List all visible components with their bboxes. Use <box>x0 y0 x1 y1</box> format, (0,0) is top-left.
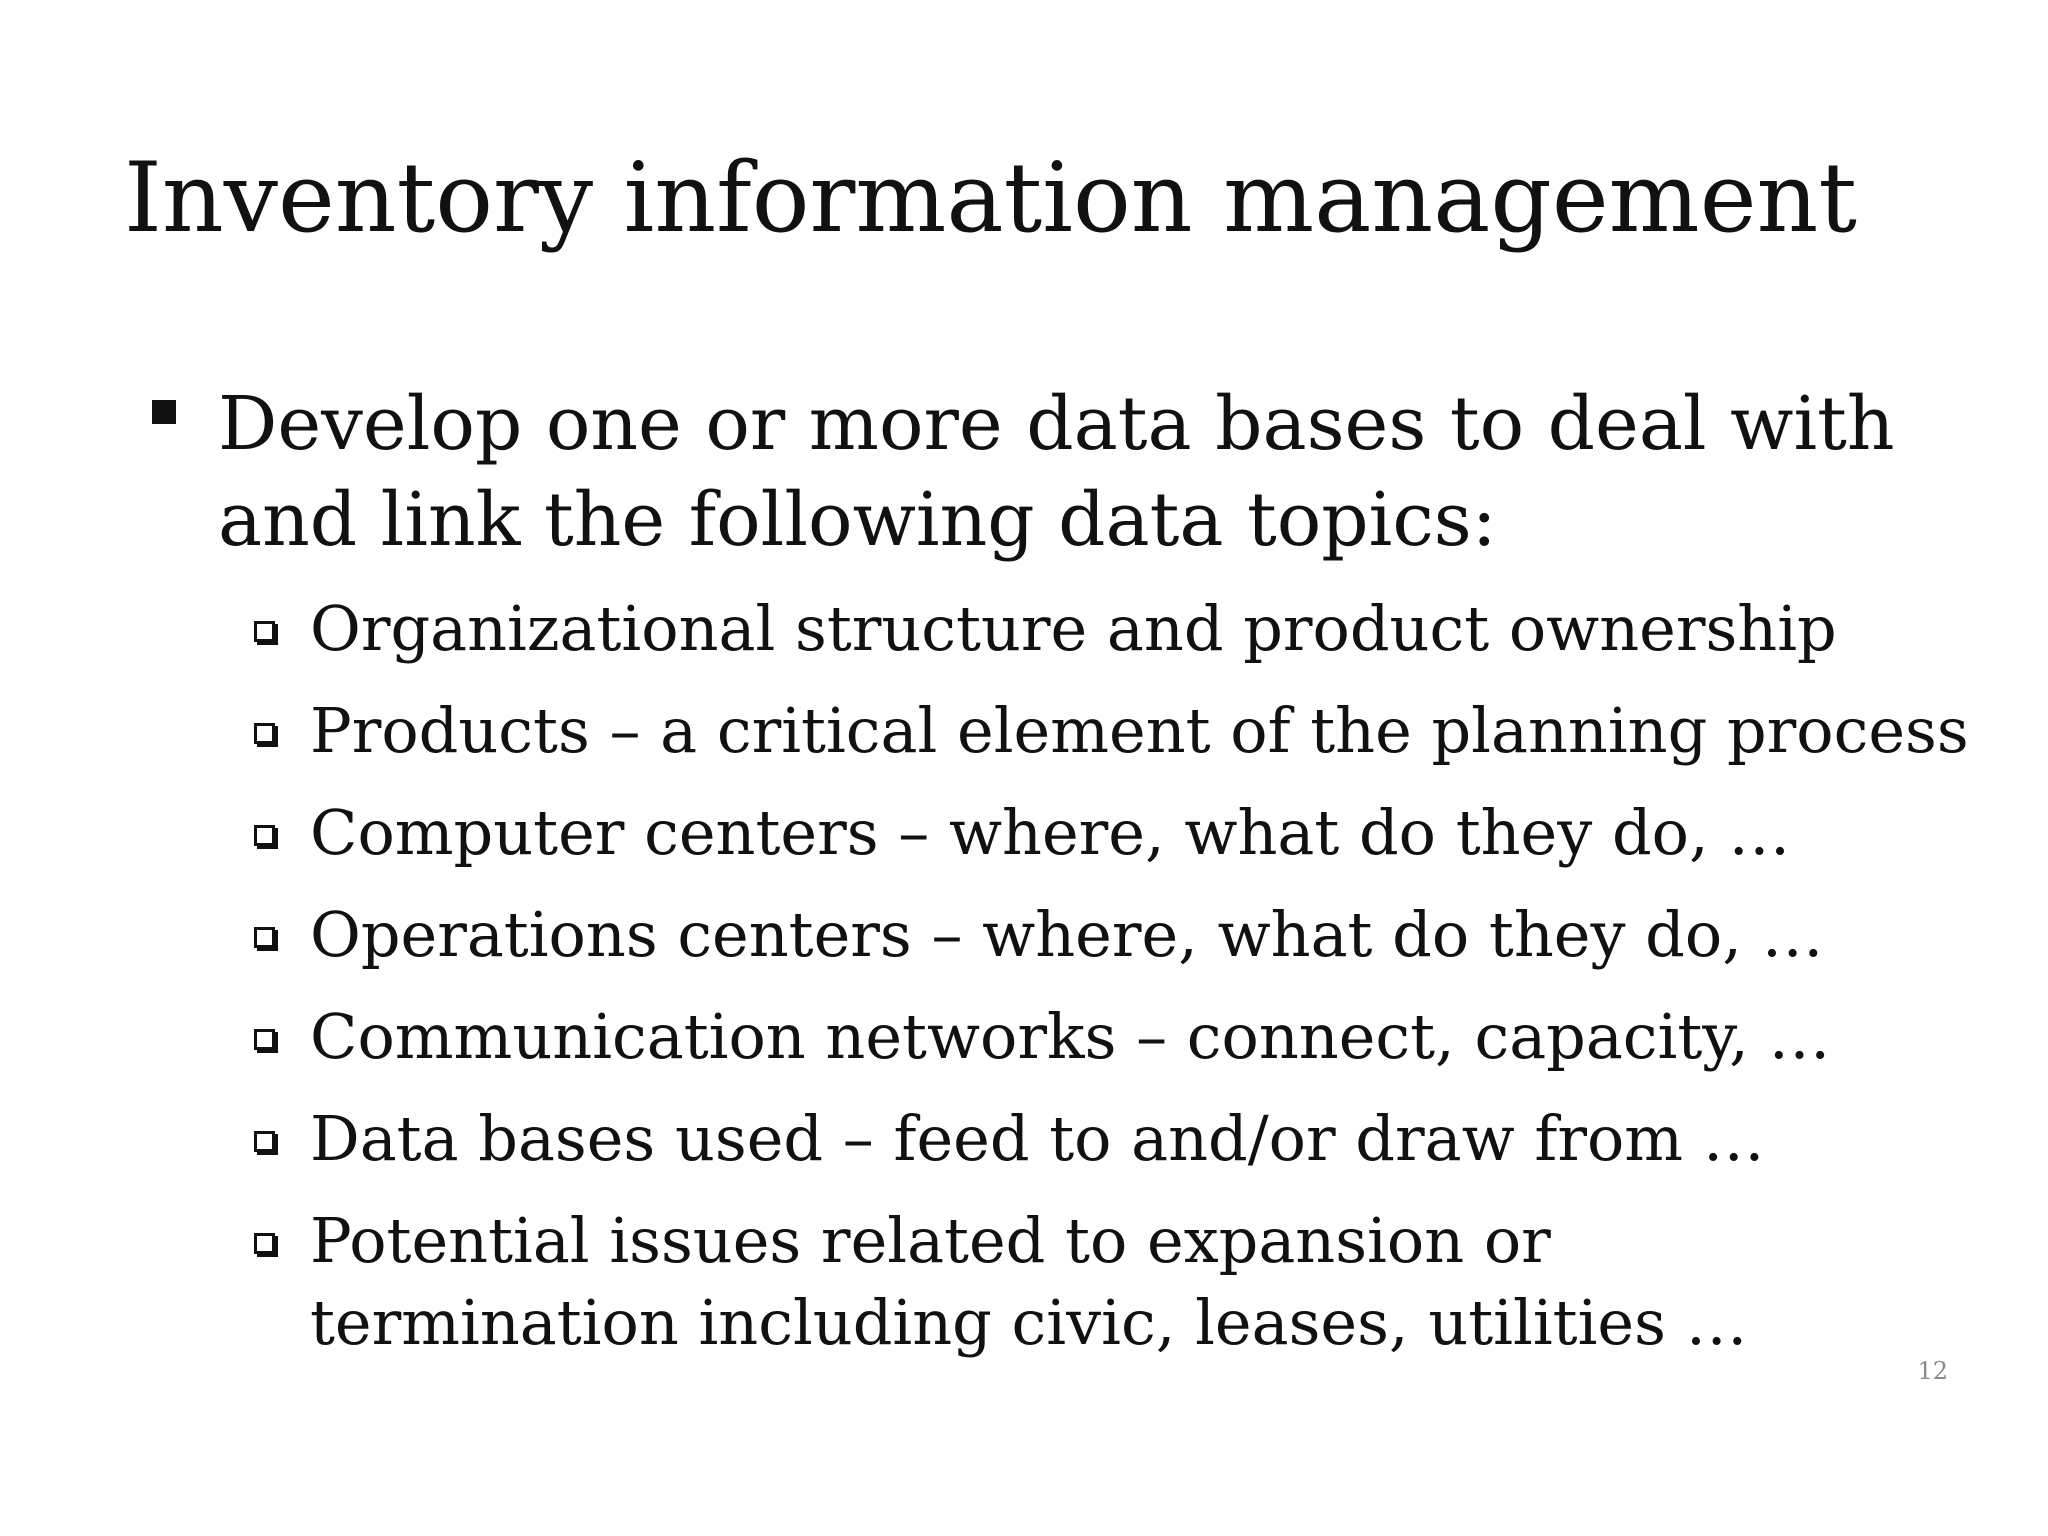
hollow-square-bullet-icon <box>254 1131 275 1152</box>
sub-bullet-text: Computer centers – where, what do they do, … <box>310 796 1791 869</box>
hollow-square-bullet-icon <box>254 927 275 948</box>
slide-title: Inventory information management <box>124 142 1857 254</box>
sub-bullet-item <box>246 588 2006 690</box>
sub-bullet-text: Potential issues related to expansion or termination including civic, leases, utilities … <box>310 1204 1748 1359</box>
main-bullet-text: Develop one or more data bases to deal with and link the following data topics: <box>218 381 1895 563</box>
hollow-square-bullet-icon <box>254 723 275 744</box>
hollow-square-bullet-icon <box>254 1029 275 1050</box>
sub-bullet-text: Communication networks – connect, capacity, … <box>310 1000 1831 1073</box>
sub-bullet-text: Products – a critical element of the planning process <box>310 694 1969 767</box>
page-number: 12 <box>1917 1357 1948 1385</box>
sub-bullet-item <box>246 996 2006 1098</box>
sub-bullet-text: Organizational structure and product ownership <box>310 592 1837 665</box>
hollow-square-bullet-icon <box>254 621 275 642</box>
hollow-square-bullet-icon <box>254 825 275 846</box>
sub-bullet-item <box>246 1200 1930 1364</box>
sub-bullet-item <box>246 792 2006 894</box>
sub-bullet-text: Data bases used – feed to and/or draw from … <box>310 1102 1765 1175</box>
sub-bullet-item <box>246 690 2006 792</box>
sub-bullet-item <box>246 894 2006 996</box>
sub-bullet-list <box>246 588 2006 1364</box>
filled-square-bullet-icon <box>152 400 176 424</box>
sub-bullet-text: Operations centers – where, what do they do, … <box>310 898 1824 971</box>
sub-bullet-item <box>246 1098 2006 1200</box>
hollow-square-bullet-icon <box>254 1233 275 1254</box>
